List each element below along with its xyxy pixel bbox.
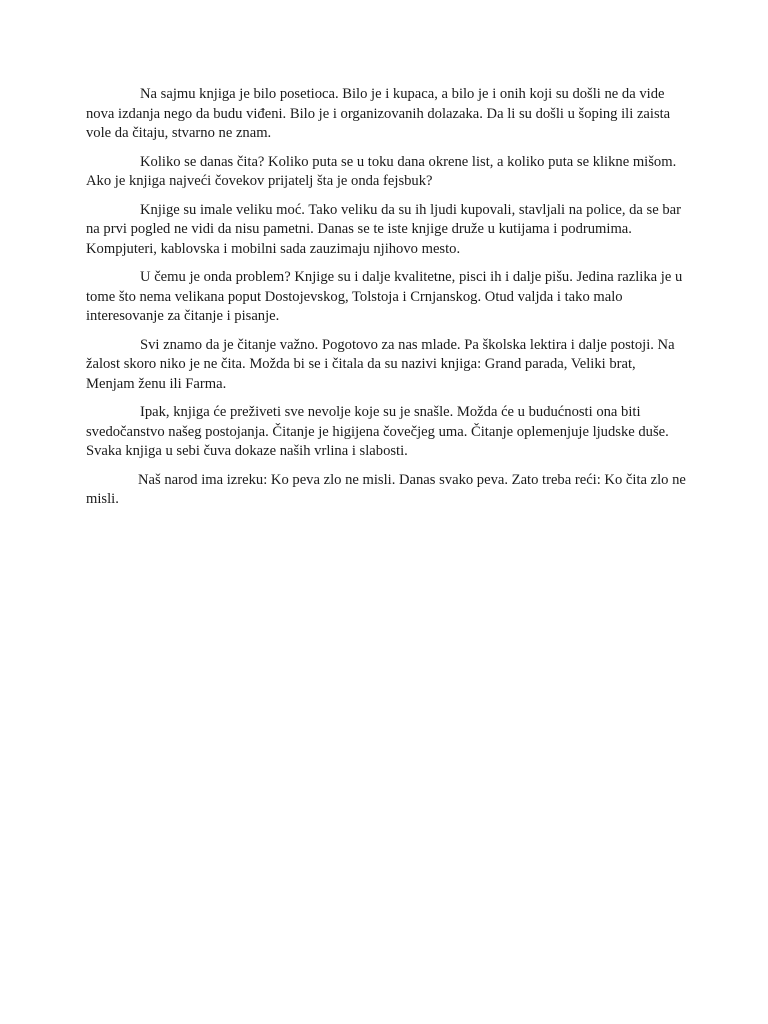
paragraph-3: Knjige su imale veliku moć. Tako veliku da su ih ljudi kupovali, stavljali na police, da se bar na prvi pogled ne vidi da nisu pametni. Danas se te iste knjige druže u kutijama i podrumima. Kompjuteri, kablovska i mobilni sada zauzimaju njihovo mesto. xyxy=(86,201,681,257)
document-body xyxy=(86,85,686,519)
paragraph-1: Na sajmu knjiga je bilo posetioca. Bilo je i kupaca, a bilo je i onih koji su došli ne da vide nova izdanja nego da budu viđeni. Bilo je i organizovanih dolazaka. Da li su došli u šoping ili zaista vole da čitaju, stvarno ne znam. xyxy=(86,86,671,141)
paragraph-2: Koliko se danas čita? Koliko puta se u toku dana okrene list, a koliko puta se klikne mišom. Ako je knjiga najveći čovekov prijatelj šta je onda fejsbuk? xyxy=(86,153,677,189)
paragraph-4: U čemu je onda problem? Knjige su i dalje kvalitetne, pisci ih i dalje pišu. Jedina razlika je u tome što nema velikana poput Dostojevskog, Tolstoja i Crnjanskog. Otud valjda i tako malo interesovanje za čitanje i pisanje. xyxy=(86,269,683,324)
paragraph-5: Svi znamo da je čitanje važno. Pogotovo za nas mlade. Pa školska lektira i dalje postoji. Na žalost skoro niko je ne čita. Možda bi se i čitala da su nazivi knjiga: Grand parada, Veliki brat, Menjam ženu ili Farma. xyxy=(86,336,675,392)
paragraph-6: Ipak, knjiga će preživeti sve nevolje koje su je snašle. Možda će u budućnosti ona biti svedočanstvo našeg postojanja. Čitanje je higijena čovečjeg uma. Čitanje oplemenjuje ljudske duše. Svaka knjiga u sebi čuva dokaze naših vrlina i slabosti. xyxy=(86,404,669,459)
paragraph-7: Naš narod ima izreku: Ko peva zlo ne misli. Danas svako peva. Zato treba reći: Ko čita zlo ne misli. xyxy=(86,471,686,507)
